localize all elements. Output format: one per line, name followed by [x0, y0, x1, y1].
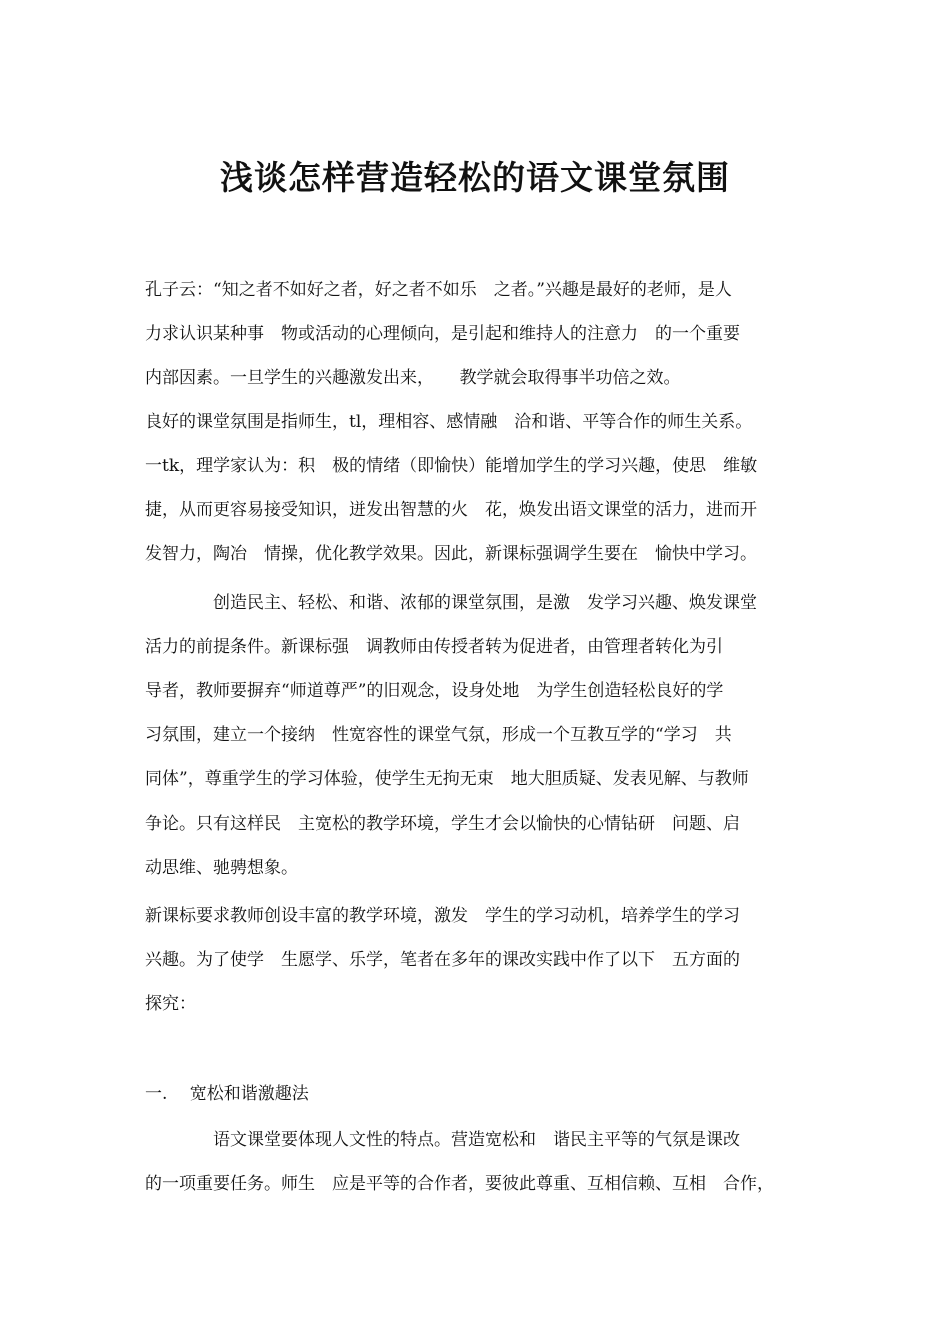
- text-line: 动思维、驰骋想象。: [145, 858, 298, 878]
- text-line: 兴趣。为了使学 生愿学、乐学，笔者在多年的课改实践中作了以下 五方面的: [145, 950, 740, 970]
- text-line: 同体”，尊重学生的学习体验，使学生无拘无束 地大胆质疑、发表见解、与教师: [145, 769, 749, 789]
- text-line: 新课标要求教师创设丰富的教学环境，激发 学生的学习动机，培养学生的学习: [145, 906, 740, 926]
- text-line: 内部因素。一旦学生的兴趣激发出来， 教学就会取得事半功倍之效。: [145, 368, 681, 388]
- text-line: 导者，教师要摒弃“师道尊严”的旧观念，设身处地 为学生创造轻松良好的学: [145, 681, 724, 701]
- text-line: 良好的课堂氛围是指师生，tl，理相容、感情融 洽和谐、平等合作的师生关系。: [145, 412, 753, 432]
- section-heading: 一. 宽松和谐激趣法: [145, 1084, 309, 1104]
- text-line: 语文课堂要体现人文性的特点。营造宽松和 谐民主平等的气氛是课改: [145, 1130, 740, 1150]
- text-line: 创造民主、轻松、和谐、浓郁的课堂氛围，是激 发学习兴趣、焕发课堂: [145, 593, 757, 613]
- text-line: 活力的前提条件。新课标强 调教师由传授者转为促进者，由管理者转化为引: [145, 637, 723, 657]
- page-title: 浅谈怎样营造轻松的语文课堂氛围: [220, 158, 730, 197]
- text-line: 孔子云：“知之者不如好之者，好之者不如乐 之者。”兴趣是最好的老师，是人: [145, 280, 732, 300]
- text-line: 探究：: [145, 994, 196, 1014]
- text-line: 争论。只有这样民 主宽松的教学环境，学生才会以愉快的心情钻研 问题、启: [145, 814, 740, 834]
- text-line: 的一项重要任务。师生 应是平等的合作者，要彼此尊重、互相信赖、互相 合作，: [145, 1174, 774, 1194]
- text-line: 习氛围，建立一个接纳 性宽容性的课堂气氛，形成一个互教互学的“学习 共: [145, 725, 732, 745]
- text-line: 捷，从而更容易接受知识，迸发出智慧的火 花，焕发出语文课堂的活力，进而开: [145, 500, 757, 520]
- text-line: 发智力，陶冶 情操，优化教学效果。因此，新课标强调学生要在 愉快中学习。: [145, 544, 757, 564]
- text-line: 一tk，理学家认为：积 极的情绪（即愉快）能增加学生的学习兴趣，使思 维敏: [145, 456, 758, 476]
- text-line: 力求认识某种事 物或活动的心理倾向，是引起和维持人的注意力 的一个重要: [145, 324, 740, 344]
